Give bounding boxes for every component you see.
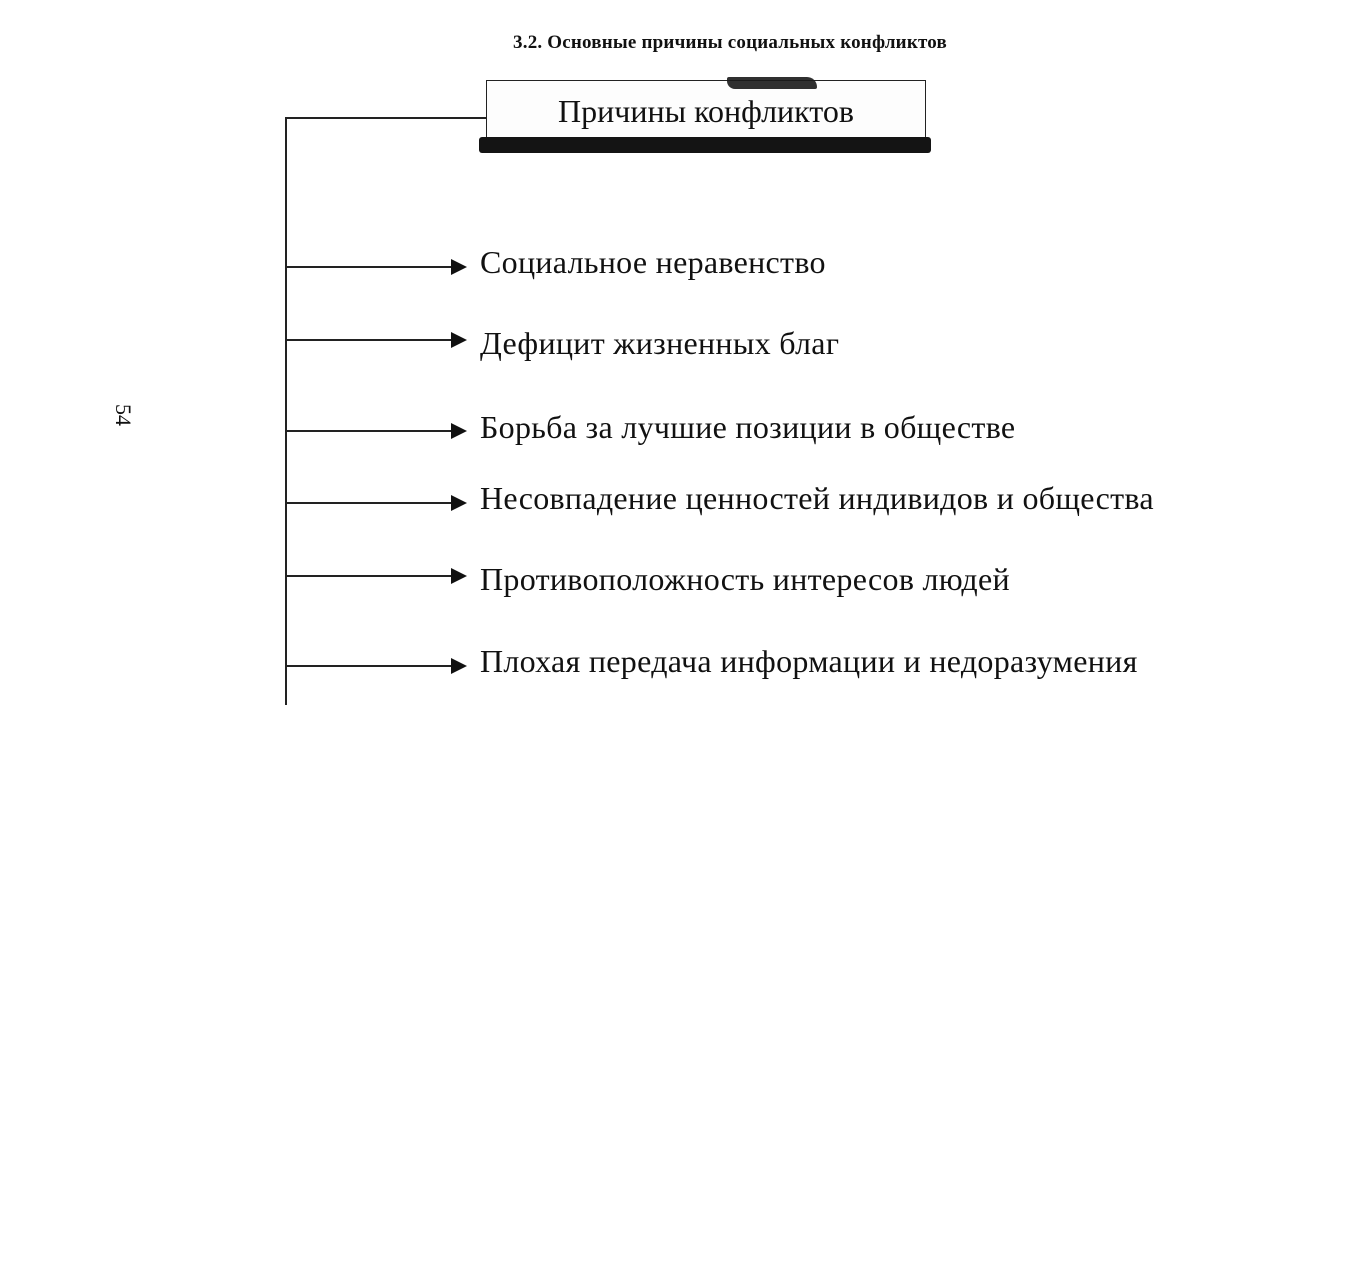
arrow-head [451, 658, 467, 674]
branch-line [285, 430, 451, 432]
page-number: 54 [111, 404, 136, 426]
arrow-head [451, 568, 467, 584]
scan-shadow-bottom [479, 137, 931, 153]
root-node [486, 80, 926, 146]
cause-label: Дефицит жизненных благ [480, 325, 840, 361]
branch-line [285, 339, 451, 341]
cause-label: Борьба за лучшие позиции в обществе [480, 409, 1016, 445]
scan-shadow-top [727, 77, 817, 89]
arrow-head [451, 259, 467, 275]
arrow-head [451, 423, 467, 439]
branch-line [285, 266, 451, 268]
cause-label: Несовпадение ценностей индивидов и общества [480, 480, 1154, 516]
branch-line [285, 575, 451, 577]
vertical-trunk [285, 117, 287, 705]
branch-line [285, 502, 451, 504]
branch-line [285, 665, 451, 667]
root-node-label: Причины конфликтов [558, 93, 854, 129]
root-connector [285, 117, 487, 119]
cause-label: Социальное неравенство [480, 244, 826, 280]
cause-label: Плохая передача информации и недоразумения [480, 643, 1138, 679]
section-heading: 3.2. Основные причины социальных конфликтов [513, 32, 947, 53]
arrow-head [451, 495, 467, 511]
cause-label: Противоположность интересов людей [480, 561, 1010, 597]
arrow-head [451, 332, 467, 348]
